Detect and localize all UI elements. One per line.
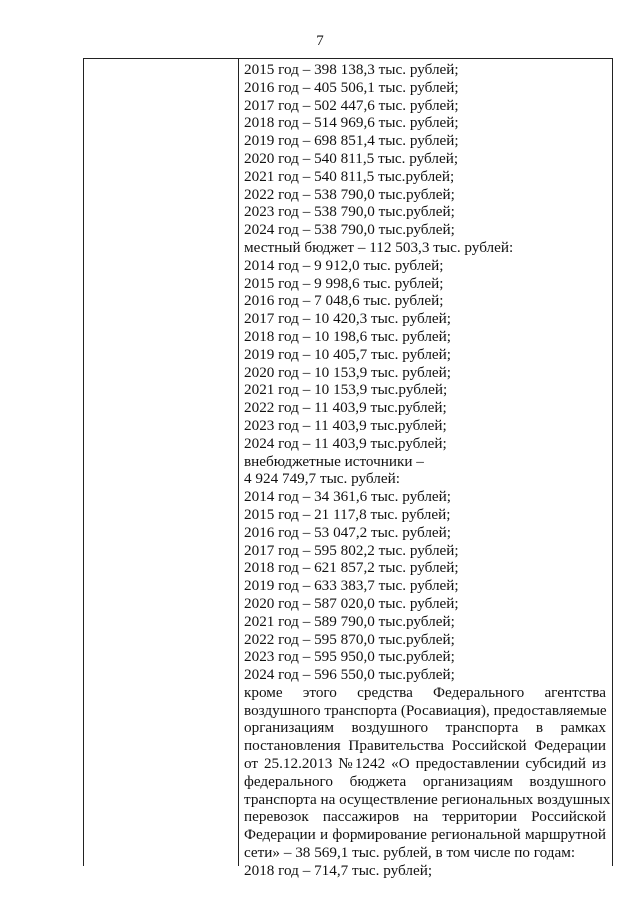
local-budget-years <box>244 257 606 453</box>
local-year-line: 2021 год – 10 153,9 тыс.рублей; <box>244 381 448 399</box>
local-year-line: 2019 год – 10 405,7 тыс. рублей; <box>244 345 452 363</box>
paragraph-line: воздушного транспорта (Росавиация), предоставляемые <box>244 701 607 719</box>
extra-year-line: 2020 год – 587 020,0 тыс. рублей; <box>244 594 459 612</box>
extra-year-line: 2017 год – 595 802,2 тыс. рублей; <box>244 541 459 559</box>
paragraph-line: от 25.12.2013 №1242 «О предоставлении субсидий из <box>244 755 606 773</box>
extra-year-line: 2018 год – 621 857,2 тыс. рублей; <box>244 559 459 577</box>
federal-year-line: 2015 год – 398 138,3 тыс. рублей; <box>244 61 459 78</box>
local-year-line: 2016 год – 7 048,6 тыс. рублей; <box>244 292 444 310</box>
federal-year-line: 2016 год – 405 506,1 тыс. рублей; <box>244 78 459 96</box>
local-year-line: 2023 год – 11 403,9 тыс.рублей; <box>244 416 447 434</box>
paragraph-line: транспорта на осуществление региональных воздушных <box>244 790 611 808</box>
federal-year-line: 2018 год – 514 969,6 тыс. рублей; <box>244 114 459 132</box>
extra-year-line: 2014 год – 34 361,6 тыс. рублей; <box>244 488 452 506</box>
extra-budget-heading: внебюджетные источники – <box>244 452 424 470</box>
extra-year-line: 2019 год – 633 383,7 тыс. рублей; <box>244 577 459 595</box>
page-number: 7 <box>316 33 324 49</box>
extra-year-line: 2023 год – 595 950,0 тыс.рублей; <box>244 648 455 666</box>
funding-table <box>83 58 613 879</box>
extra-year-line: 2024 год – 596 550,0 тыс.рублей; <box>244 666 455 684</box>
federal-year-line: 2021 год – 540 811,5 тыс.рублей; <box>244 167 455 185</box>
federal-year-line: 2017 год – 502 447,6 тыс. рублей; <box>244 96 459 114</box>
local-year-line: 2020 год – 10 153,9 тыс. рублей; <box>244 363 452 381</box>
federal-year-line: 2022 год – 538 790,0 тыс.рублей; <box>244 185 455 203</box>
paragraph-line: сети» – 38 569,1 тыс. рублей, в том числе по годам: <box>244 844 576 862</box>
local-budget-heading: местный бюджет – 112 503,3 тыс. рублей: <box>244 238 514 256</box>
column-divider <box>238 59 239 866</box>
paragraph-line: Федерации и формирование региональной маршрутной <box>244 826 606 844</box>
paragraph-line: постановления Правительства Российской Федерации <box>244 737 606 755</box>
federal-year-line: 2019 год – 698 851,4 тыс. рублей; <box>244 132 459 150</box>
local-year-line: 2014 год – 9 912,0 тыс. рублей; <box>244 256 444 274</box>
funding-details-cell <box>244 61 611 880</box>
federal-year-line: 2020 год – 540 811,5 тыс. рублей; <box>244 149 459 167</box>
extra-year-line: 2021 год – 589 790,0 тыс.рублей; <box>244 612 455 630</box>
extra-year-line: 2022 год – 595 870,0 тыс.рублей; <box>244 630 455 648</box>
paragraph-line: перевозок пассажиров на территории Российской <box>244 808 606 826</box>
final-year-line: 2018 год – 714,7 тыс. рублей; <box>244 861 433 879</box>
federal-budget-years <box>244 61 606 239</box>
federal-year-line: 2023 год – 538 790,0 тыс.рублей; <box>244 203 455 221</box>
paragraph-line: федерального бюджета организациям воздушного <box>244 772 606 790</box>
paragraph-line: организациям воздушного транспорта в рамках <box>244 719 606 737</box>
local-year-line: 2024 год – 11 403,9 тыс.рублей; <box>244 434 447 452</box>
local-year-line: 2017 год – 10 420,3 тыс. рублей; <box>244 310 452 328</box>
local-year-line: 2018 год – 10 198,6 тыс. рублей; <box>244 327 452 345</box>
extra-budget-total: 4 924 749,7 тыс. рублей: <box>244 470 400 488</box>
paragraph-line: кроме этого средства Федерального агентства <box>244 683 606 701</box>
local-year-line: 2015 год – 9 998,6 тыс. рублей; <box>244 274 444 292</box>
federal-year-line: 2024 год – 538 790,0 тыс.рублей; <box>244 221 455 239</box>
extra-budget-years <box>244 488 606 684</box>
extra-year-line: 2016 год – 53 047,2 тыс. рублей; <box>244 523 452 541</box>
local-year-line: 2022 год – 11 403,9 тыс.рублей; <box>244 399 447 417</box>
extra-year-line: 2015 год – 21 117,8 тыс. рублей; <box>244 505 451 523</box>
rosaviation-paragraph <box>244 683 611 862</box>
